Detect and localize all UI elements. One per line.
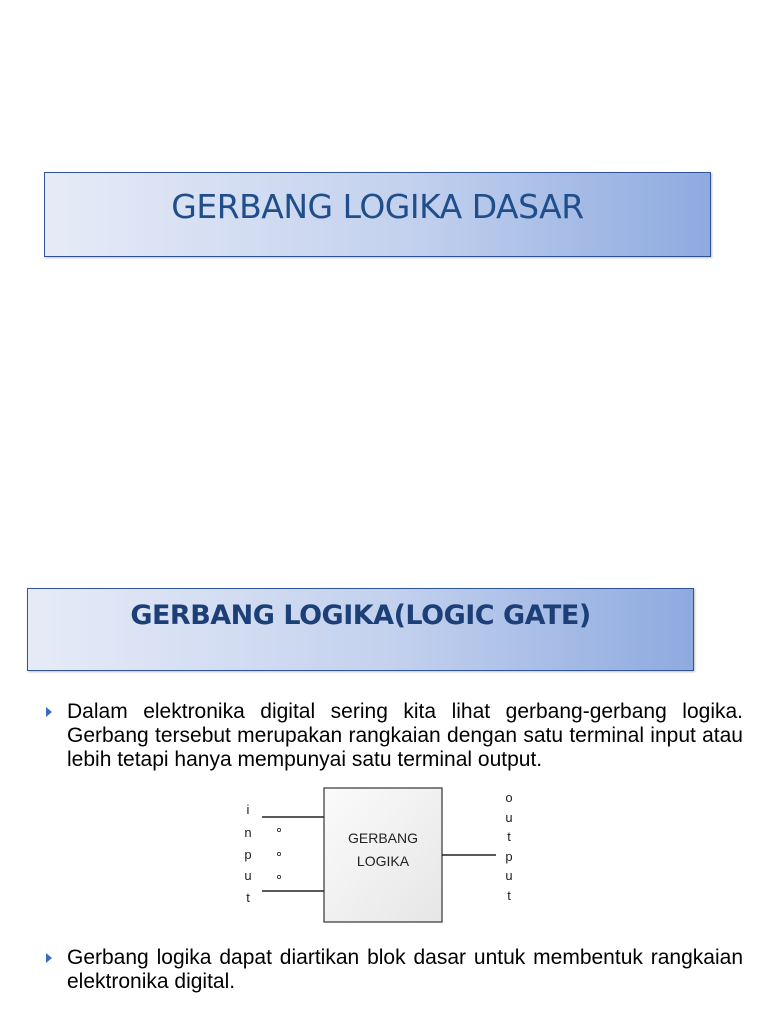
slide2-title-box <box>27 588 694 671</box>
bullet-arrow-icon <box>46 953 52 963</box>
svg-text:u: u <box>505 810 513 825</box>
slide2-title: GERBANG LOGIKA(LOGIC GATE) <box>130 600 591 631</box>
slide1-title: GERBANG LOGIKA DASAR <box>171 187 584 226</box>
svg-text:n: n <box>244 825 252 840</box>
svg-text:i: i <box>246 802 250 817</box>
logic-gate-diagram <box>230 784 530 934</box>
svg-text:t: t <box>507 888 511 903</box>
slide1-title-box <box>44 172 711 257</box>
bullet-text: Dalam elektronika digital sering kita lihat gerbang-gerbang logika. Gerbang tersebut merupakan rangkaian dengan satu terminal input atau lebih tetapi hanya mempunyai satu terminal output. <box>67 700 743 771</box>
svg-text:t: t <box>246 890 250 905</box>
svg-text:u: u <box>244 868 252 883</box>
input-ellipsis-dots <box>277 828 280 878</box>
svg-text:u: u <box>505 868 513 883</box>
input-label <box>244 802 251 905</box>
svg-text:o: o <box>505 790 513 805</box>
gate-block-label-1: GERBANG <box>347 830 419 846</box>
svg-text:t: t <box>507 829 511 844</box>
bullet-item <box>46 946 743 994</box>
svg-text:p: p <box>244 847 252 862</box>
gate-block-label-2: LOGIKA <box>356 853 410 869</box>
bullet-item <box>46 700 743 772</box>
bullet-arrow-icon <box>46 707 52 717</box>
svg-text:p: p <box>505 849 513 864</box>
bullet-text: Gerbang logika dapat diartikan blok dasar untuk membentuk rangkaian elektronika digital. <box>67 946 743 993</box>
output-label <box>505 790 512 903</box>
